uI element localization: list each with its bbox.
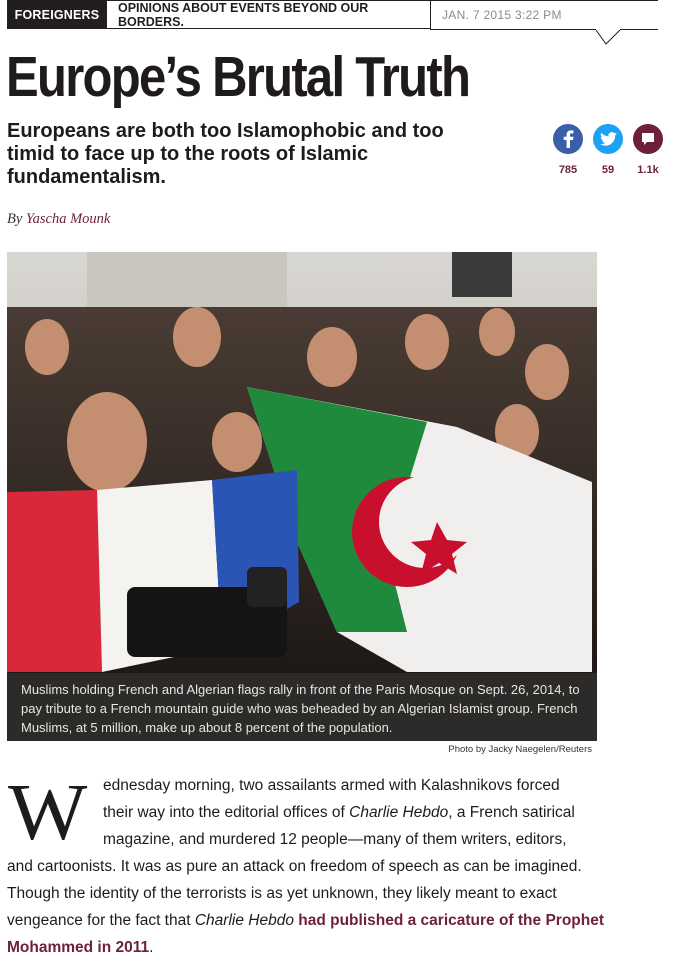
section-bar [7,0,658,30]
caricature-link-continued[interactable]: Mohammed in 2011 [7,939,150,956]
publication-name: Charlie Hebdo [194,912,294,929]
paragraph-line [103,804,575,822]
notch-decoration [596,28,622,46]
divider [430,29,658,30]
author-link[interactable]: Yascha Mounk [25,211,111,227]
comments-count: 1.1k [637,164,659,176]
photo-credit: Photo by Jacky Naegelen/Reuters [448,744,592,755]
share-comments[interactable] [633,124,663,176]
text-run: . [149,939,154,956]
twitter-icon[interactable] [593,124,623,154]
twitter-count: 59 [601,164,615,176]
paragraph-line: magazine, and murdered 12 people—many of them writers, editors, [103,831,567,848]
facebook-count: 785 [558,164,578,176]
comment-icon[interactable] [633,124,663,154]
section-description: OPINIONS ABOUT EVENTS BEYOND OUR BORDERS. [107,0,430,29]
headline: Europe’s Brutal Truth [6,45,470,109]
byline-prefix: By [7,211,23,227]
text-run: vengeance for the fact that [7,912,195,929]
paragraph-line [7,939,153,957]
paragraph-line: ednesday morning, two assailants armed with Kalashnikovs forced [103,777,560,794]
text-run: their way into the editorial offices of [103,804,350,821]
caricature-link[interactable]: had published a caricature of the Prophet [293,912,605,929]
photo-caption: Muslims holding French and Algerian flags rally in front of the Paris Mosque on Sept. 26, 2014, to pay tribute to a French mountain guide who was beheaded by an Algerian Islamist group. French Muslims, at 5 million, make up about 8 percent of the population. [7,673,597,741]
paragraph-line [7,912,604,930]
article-photo [7,252,597,673]
dek: Europeans are both too Islamophobic and too timid to face up to the roots of Islamic fundamentalism. [7,120,444,188]
text-run: , a French satirical [448,804,575,821]
publish-date: JAN. 7 2015 3:22 PM [430,0,658,29]
drop-cap: W [8,769,88,857]
paragraph-line: and cartoonists. It was as pure an attack on freedom of speech as can be imagined. [7,858,582,875]
facebook-icon[interactable] [553,124,583,154]
share-facebook[interactable] [553,124,583,176]
publication-name: Charlie Hebdo [349,804,449,821]
section-tag[interactable]: FOREIGNERS [7,0,107,29]
share-twitter[interactable] [593,124,623,176]
byline [7,211,110,228]
paragraph-line: Though the identity of the terrorists is as yet unknown, they likely meant to exact [7,885,557,902]
